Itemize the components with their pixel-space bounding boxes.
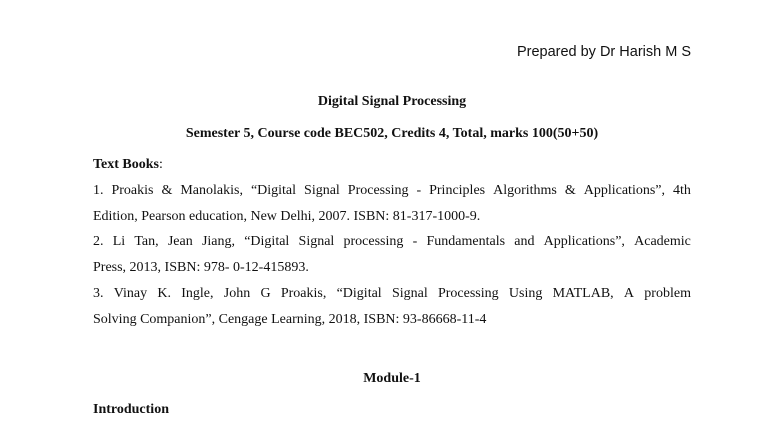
text-books-colon: : <box>159 157 163 172</box>
book-3-line-2: Solving Companion”, Cengage Learning, 2018, ISBN: 93-86668-11-4 <box>93 311 487 327</box>
book-1-line-1: 1. Proakis & Manolakis, “Digital Signal Processing - Principles Algorithms & Applications”, 4th <box>93 182 691 198</box>
course-info: Semester 5, Course code BEC502, Credits 4, Total, marks 100(50+50) <box>185 126 599 141</box>
book-2-line-2: Press, 2013, ISBN: 978- 0-12-415893. <box>93 260 309 276</box>
text-books-heading <box>93 152 691 178</box>
text-books-label: Text Books <box>93 157 160 172</box>
text-books-section <box>93 152 691 333</box>
book-2-line-1: 2. Li Tan, Jean Jiang, “Digital Signal processing - Fundamentals and Applications”, Academic <box>93 234 691 250</box>
prepared-by-text: Prepared by Dr Harish M S <box>516 44 691 60</box>
module-title: Module-1 <box>363 371 421 386</box>
document-title: Digital Signal Processing <box>317 94 467 109</box>
book-1-line-2: Edition, Pearson education, New Delhi, 2007. ISBN: 81-317-1000-9. <box>93 208 481 224</box>
section-heading: Introduction <box>93 402 169 417</box>
book-3-line-1: 3. Vinay K. Ingle, John G Proakis, “Digital Signal Processing Using MATLAB, A problem <box>93 285 691 301</box>
